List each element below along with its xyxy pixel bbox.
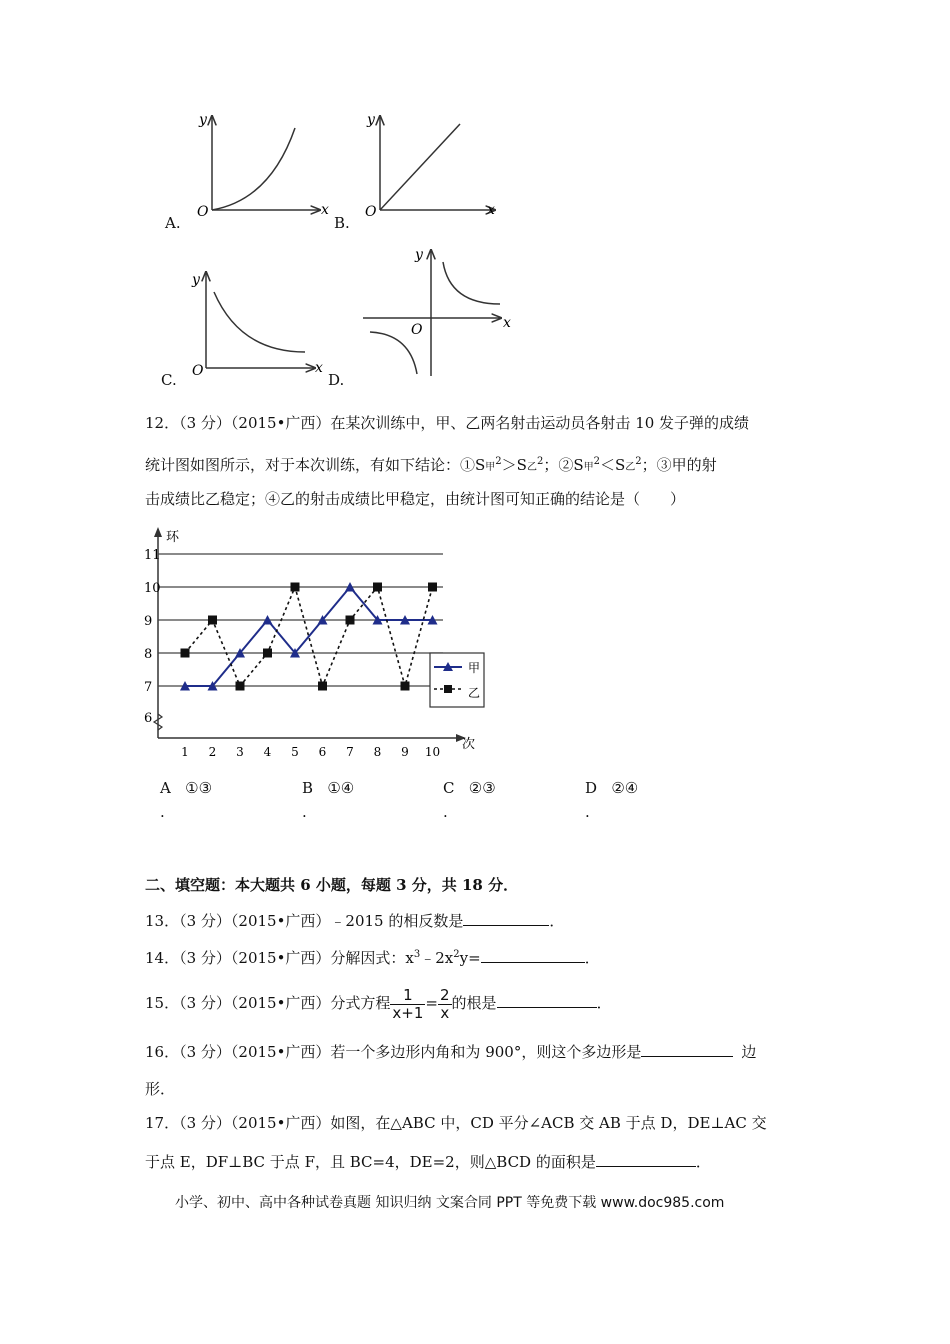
x-tick-label: 7: [346, 745, 354, 759]
x-tick-label: 9: [401, 745, 409, 759]
sup-2: 2: [536, 456, 544, 467]
data-point-yi: [373, 583, 382, 592]
q15: [145, 983, 612, 1023]
sup-2: 2: [495, 456, 502, 467]
legend-label-yi: 乙: [468, 686, 481, 700]
option-text: ②④: [611, 779, 639, 797]
y-tick-label: 9: [144, 614, 153, 629]
y-axis-label: y: [192, 272, 200, 288]
answer-blank[interactable]: [641, 1041, 733, 1057]
option-d-label: D.: [328, 371, 345, 389]
origin-label: O: [192, 363, 204, 379]
sup-2: 2: [453, 949, 460, 960]
x-tick-label: 2: [208, 745, 217, 759]
q17-end: ．: [695, 1153, 711, 1171]
data-point-yi: [428, 583, 437, 592]
x-tick-label: 6: [318, 745, 327, 759]
option-a-label: A.: [165, 214, 181, 232]
x-tick-label: 5: [291, 745, 299, 759]
denominator: x+1: [392, 1003, 424, 1022]
sup-2: 2: [593, 456, 600, 467]
sub-yi: 乙: [526, 462, 537, 473]
sub-jia: 甲: [583, 462, 594, 473]
option-dot: .: [585, 803, 590, 821]
option-text: ①③: [185, 779, 213, 797]
y-tick-label: 7: [144, 680, 153, 695]
answer-blank[interactable]: [596, 1151, 696, 1167]
q14-text: 14．（3 分）（2015•广西）分解因式：x: [145, 949, 414, 967]
q17-text: 于点 E，DF⊥BC 于点 F，且 BC=4，DE=2，则△BCD 的面积是: [145, 1153, 596, 1171]
graph-c: [180, 262, 340, 382]
data-point-yi: [208, 616, 217, 625]
q17-line1: 17．（3 分）（2015•广西）如图，在△ABC 中，CD 平分∠ACB 交 AB 于点 D，DE⊥AC 交: [145, 1114, 767, 1132]
q12-line2-b: ；②S: [543, 456, 584, 474]
answer-blank[interactable]: [497, 992, 597, 1008]
legend-marker-yi: [444, 685, 452, 693]
data-point-yi: [181, 649, 190, 658]
q13-text: 13．（3 分）（2015•广西）﹣2015 的相反数是: [145, 912, 464, 930]
q16: [145, 1041, 756, 1062]
y-axis-arrow: [154, 527, 162, 537]
gt-sign: ＞S: [501, 456, 527, 474]
section-heading: 二、填空题：本大题共 6 小题，每题 3 分，共 18 分．: [145, 876, 519, 894]
q16-text: 16．（3 分）（2015•广西）若一个多边形内角和为 900°，则这个多边形是: [145, 1043, 642, 1061]
y-tick-label: 11: [144, 548, 161, 563]
data-point-yi: [346, 616, 355, 625]
q12-line2: [145, 452, 717, 478]
sub-jia: 甲: [485, 462, 496, 473]
origin-label: O: [411, 322, 423, 338]
q12-option-b[interactable]: [302, 779, 354, 821]
q15-text: 15．（3 分）（2015•广西）分式方程: [145, 994, 391, 1012]
numerator: 1: [390, 987, 425, 1005]
option-dot: .: [302, 803, 307, 821]
q14-end: ．: [584, 949, 600, 967]
q12-option-c[interactable]: [443, 779, 496, 821]
option-letter: A: [160, 779, 171, 797]
q13-end: ．: [549, 912, 565, 930]
q12-line2-c: ；③甲的射: [641, 456, 717, 474]
q15-tail: 的根是: [451, 994, 497, 1012]
x-tick-label: 1: [181, 745, 189, 759]
option-text: ①④: [327, 779, 355, 797]
x-axis-label: x: [503, 315, 511, 331]
q12-line1: 12．（3 分）（2015•广西）在某次训练中，甲、乙两名射击运动员各射击 10 发子弹的成绩: [145, 414, 750, 432]
x-tick-label: 10: [424, 745, 441, 759]
sup-3: 3: [413, 949, 421, 960]
y-tick-label: 8: [144, 647, 153, 662]
fraction-1: [390, 987, 425, 1022]
option-c-label: C.: [161, 371, 177, 389]
q14: [145, 945, 600, 968]
option-dot: .: [443, 803, 448, 821]
q14-mid: ﹣2x: [420, 949, 454, 967]
graph-a: [185, 108, 345, 228]
option-letter: B: [302, 779, 314, 797]
q17-line2: [145, 1151, 711, 1172]
denominator: x: [440, 1003, 450, 1022]
x-tick-label: 4: [263, 745, 272, 759]
data-point-yi: [291, 583, 300, 592]
y-axis-title: 环: [166, 530, 180, 545]
x-tick-label: 3: [236, 745, 244, 759]
q12-option-a[interactable]: [160, 779, 212, 821]
sup-2: 2: [635, 456, 642, 467]
equals-sign: =: [425, 994, 438, 1012]
sub-yi: 乙: [625, 462, 636, 473]
legend-label-jia: 甲: [468, 661, 481, 675]
origin-label: O: [197, 204, 209, 220]
footer-note: 小学、初中、高中各种试卷真题 知识归纳 文案合同 PPT 等免费下载 www.doc985.com: [175, 1195, 725, 1211]
x-axis-label: x: [315, 360, 323, 376]
graph-b: [355, 108, 515, 228]
fraction-2: [438, 987, 452, 1022]
y-tick-label: 6: [144, 711, 153, 726]
q15-end: ．: [596, 994, 612, 1012]
origin-label: O: [365, 204, 377, 220]
option-letter: C: [443, 779, 455, 797]
q12-line3: 击成绩比乙稳定；④乙的射击成绩比甲稳定，由统计图可知正确的结论是（ ）: [145, 490, 686, 508]
series-line-jia: [185, 587, 433, 686]
numerator: 2: [440, 985, 450, 1004]
option-b-label: B.: [334, 214, 350, 232]
lt-sign: ＜S: [599, 456, 626, 474]
option-letter: D: [585, 779, 598, 797]
q14-tail: y=: [459, 949, 481, 967]
q12-option-d[interactable]: [585, 779, 638, 821]
x-axis-label: x: [487, 202, 495, 218]
answer-blank[interactable]: [481, 947, 585, 963]
y-axis-label: y: [367, 112, 375, 128]
x-axis-title: 次: [462, 737, 476, 752]
q12-line2-a: 统计图如图所示，对于本次训练，有如下结论：①S: [145, 456, 486, 474]
line-chart: [140, 525, 485, 765]
data-point-yi: [236, 682, 245, 691]
data-point-yi: [263, 649, 272, 658]
option-dot: .: [160, 803, 165, 821]
q16-tail: 边: [741, 1043, 757, 1061]
y-tick-label: 10: [144, 581, 161, 596]
data-point-yi: [401, 682, 410, 691]
y-axis-label: y: [415, 247, 423, 263]
x-axis-label: x: [321, 202, 329, 218]
graph-d: [355, 242, 520, 382]
q13: [145, 910, 564, 931]
q16-line2: 形．: [145, 1080, 176, 1098]
data-point-yi: [318, 682, 327, 691]
answer-blank[interactable]: [463, 910, 549, 926]
option-text: ②③: [468, 779, 496, 797]
x-tick-label: 8: [373, 745, 382, 759]
y-axis-label: y: [199, 112, 207, 128]
